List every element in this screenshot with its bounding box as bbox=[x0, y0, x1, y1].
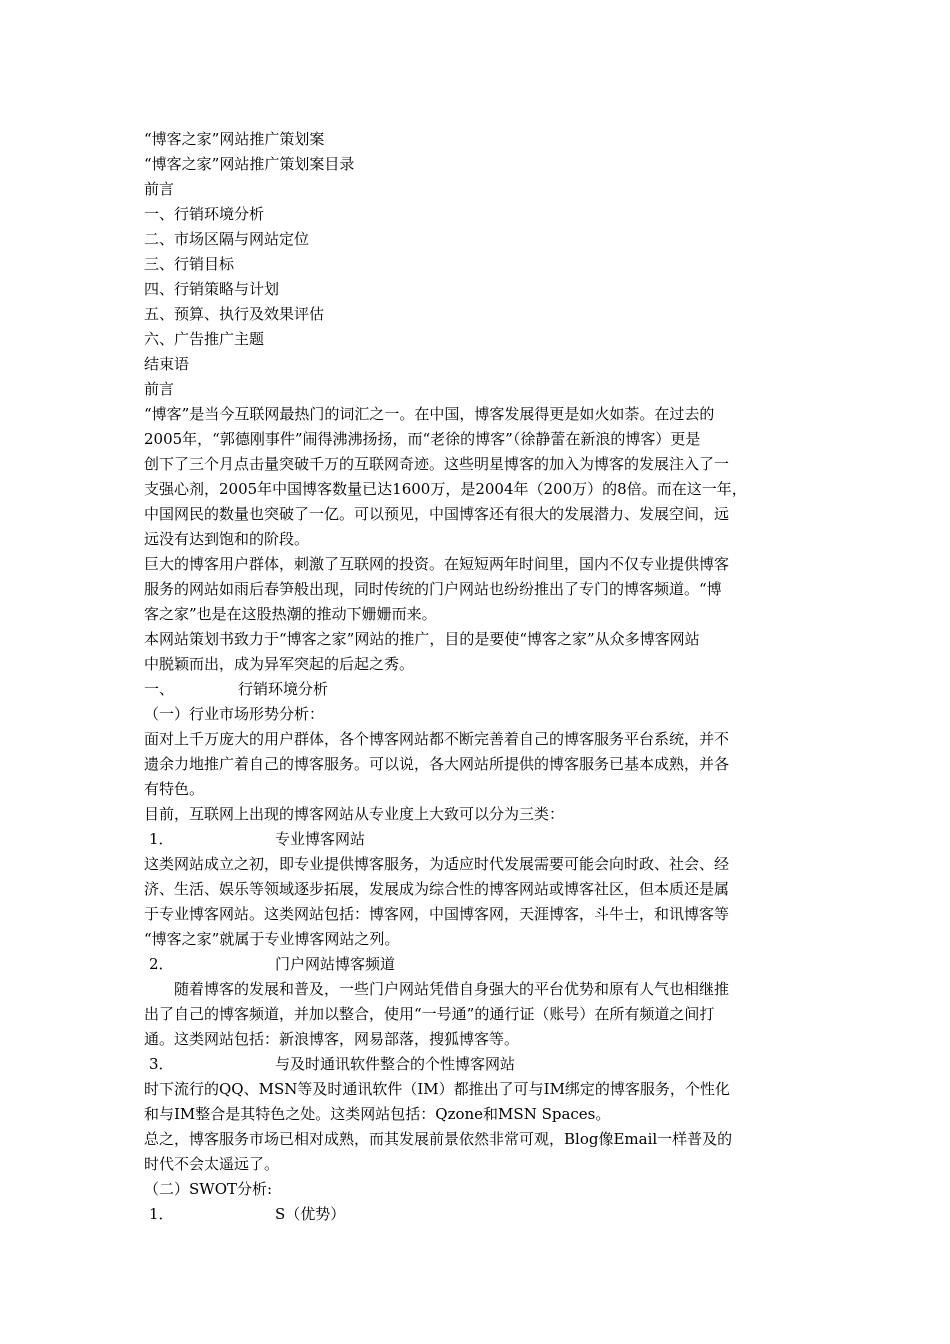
text-line: 于专业博客网站。这类网站包括：博客网，中国博客网，天涯博客，斗牛士，和讯博客等 bbox=[144, 905, 730, 923]
list-item bbox=[144, 1052, 814, 1127]
text-line: 有特色。 bbox=[144, 780, 205, 798]
body-paragraph bbox=[144, 727, 814, 802]
text-line: 这类网站成立之初，即专业提供博客服务，为适应时代发展需要可能会向时政、社会、经 bbox=[144, 855, 730, 873]
body-paragraph: 目前，互联网上出现的博客网站从专业度上大致可以分为三类： bbox=[144, 805, 565, 823]
table-of-contents bbox=[144, 152, 814, 377]
text-line: 时下流行的QQ、MSN等及时通讯软件（IM）都推出了可与IM绑定的博客服务，个性化 bbox=[144, 1080, 730, 1098]
section-title: 行销环境分析 bbox=[238, 680, 329, 698]
text-line: 本网站策划书致力于“博客之家”网站的推广，目的是要使“博客之家”从众多博客网站 bbox=[144, 630, 700, 648]
list-item-title: 专业博客网站 bbox=[275, 830, 366, 848]
preface-section bbox=[144, 377, 814, 677]
text-line: “博客”是当今互联网最热门的词汇之一。在中国，博客发展得更是如火如荼。在过去的 bbox=[144, 405, 715, 423]
text-line: 客之家”也是在这股热潮的推动下姗姗而来。 bbox=[144, 605, 437, 623]
toc-heading: “博客之家”网站推广策划案目录 bbox=[144, 155, 355, 173]
list-item-heading bbox=[144, 952, 814, 977]
section-marketing-environment bbox=[144, 677, 814, 1227]
list-item bbox=[144, 952, 814, 1052]
toc-item: 三、行销目标 bbox=[144, 255, 235, 273]
toc-item: 五、预算、执行及效果评估 bbox=[144, 305, 325, 323]
toc-item: 结束语 bbox=[144, 355, 190, 373]
section-heading bbox=[144, 677, 814, 702]
summary-paragraph bbox=[144, 1127, 814, 1177]
text-line: 面对上千万庞大的用户群体，各个博客网站都不断完善着自己的博客服务平台系统，并不 bbox=[144, 730, 730, 748]
text-line: 远没有达到饱和的阶段。 bbox=[144, 530, 310, 548]
preface-paragraph bbox=[144, 552, 814, 627]
text-line: 支强心剂，2005年中国博客数量已达1600万，是2004年（200万）的8倍。而在这一年， bbox=[144, 480, 747, 498]
text-line: 济、生活、娱乐等领域逐步拓展，发展成为综合性的博客网站或博客社区，但本质还是属 bbox=[144, 880, 730, 898]
toc-item: 一、行销环境分析 bbox=[144, 205, 265, 223]
list-item-title: 门户网站博客频道 bbox=[275, 955, 396, 973]
preface-heading: 前言 bbox=[144, 380, 175, 398]
section-number: 一、 bbox=[144, 680, 175, 698]
list-item-heading bbox=[144, 1202, 814, 1227]
document-title: “博客之家”网站推广策划案 bbox=[144, 130, 325, 148]
text-line: 巨大的博客用户群体，刺激了互联网的投资。在短短两年时间里，国内不仅专业提供博客 bbox=[144, 555, 730, 573]
subsection-heading: （二）SWOT分析: bbox=[144, 1180, 273, 1198]
toc-item: 二、市场区隔与网站定位 bbox=[144, 230, 310, 248]
text-line: 遗余力地推广着自己的博客服务。可以说，各大网站所提供的博客服务已基本成熟，并各 bbox=[144, 755, 730, 773]
list-item-title: 与及时通讯软件整合的个性博客网站 bbox=[275, 1055, 516, 1073]
preface-paragraph bbox=[144, 402, 814, 552]
list-number: 1． bbox=[149, 830, 174, 848]
document-page bbox=[144, 127, 814, 1227]
text-line: 和与IM整合是其特色之处。这类网站包括：Qzone和MSN Spaces。 bbox=[144, 1105, 611, 1123]
toc-item: 前言 bbox=[144, 180, 175, 198]
text-line: 中国网民的数量也突破了一亿。可以预见，中国博客还有很大的发展潜力、发展空间，远 bbox=[144, 505, 730, 523]
text-line: 中脱颖而出，成为异军突起的后起之秀。 bbox=[144, 655, 415, 673]
list-item-heading bbox=[144, 1052, 814, 1077]
preface-paragraph bbox=[144, 627, 814, 677]
list-item bbox=[144, 827, 814, 952]
text-line: 2005年，“郭德刚事件”闹得沸沸扬扬，而“老徐的博客”（徐静蕾在新浪的博客）更是 bbox=[144, 430, 701, 448]
text-line: 出了自己的博客频道，并加以整合，使用“一号通”的通行证（账号）在所有频道之间打 bbox=[144, 1005, 715, 1023]
text-line: 总之，博客服务市场已相对成熟，而其发展前景依然非常可观，Blog像Email一样普及的 bbox=[144, 1130, 733, 1148]
list-number: 1． bbox=[149, 1205, 174, 1223]
list-number: 2． bbox=[149, 955, 174, 973]
list-item-heading bbox=[144, 827, 814, 852]
text-line: 创下了三个月点击量突破千万的互联网奇迹。这些明星博客的加入为博客的发展注入了一 bbox=[144, 455, 730, 473]
list-number: 3． bbox=[149, 1055, 174, 1073]
list-item-title: S（优势） bbox=[275, 1205, 346, 1223]
text-line: 时代不会太遥远了。 bbox=[144, 1155, 280, 1173]
text-line: 通。这类网站包括：新浪博客，网易部落，搜狐博客等。 bbox=[144, 1030, 520, 1048]
text-line: 服务的网站如雨后春笋般出现，同时传统的门户网站也纷纷推出了专门的博客频道。“博 bbox=[144, 580, 722, 598]
text-line: “博客之家”就属于专业博客网站之列。 bbox=[144, 930, 400, 948]
toc-item: 六、广告推广主题 bbox=[144, 330, 265, 348]
text-line: 随着博客的发展和普及，一些门户网站凭借自身强大的平台优势和原有人气也相继推 bbox=[174, 980, 730, 998]
subsection-heading: （一）行业市场形势分析： bbox=[144, 705, 325, 723]
toc-item: 四、行销策略与计划 bbox=[144, 280, 280, 298]
